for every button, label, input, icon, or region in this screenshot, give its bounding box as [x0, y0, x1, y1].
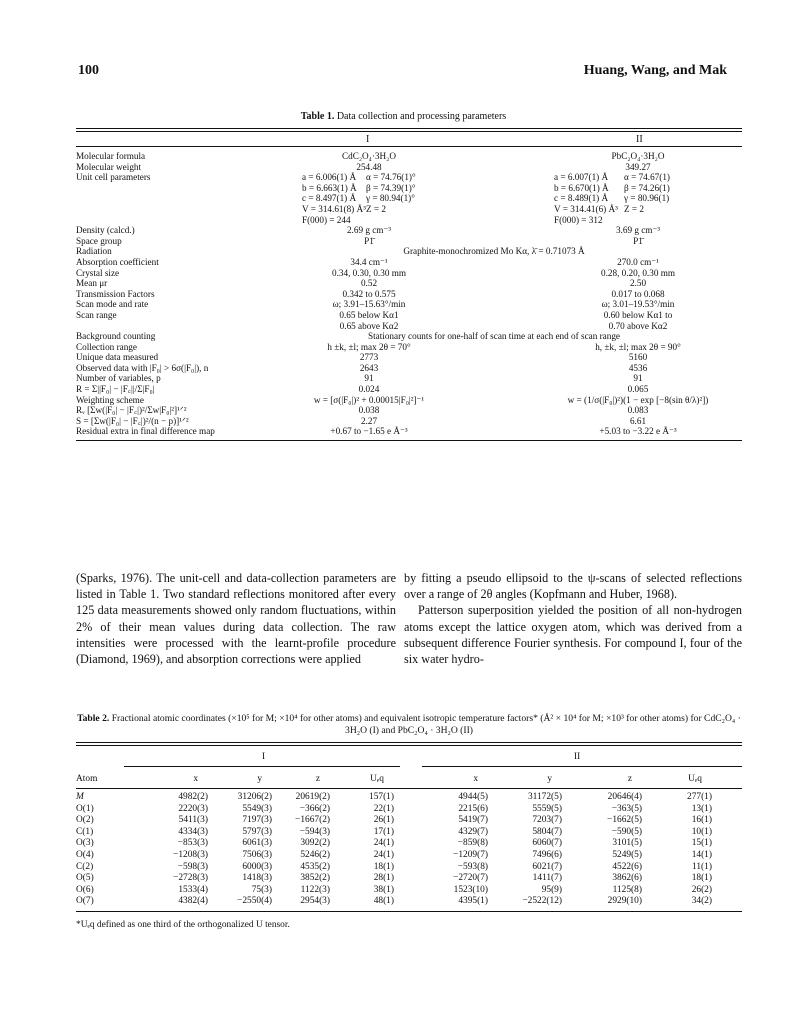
- table1-cell-span: Graphite-monochromized Mo Kα, λ̄ = 0.71073 Å: [403, 246, 585, 257]
- table1-cell-I: 91: [364, 373, 374, 384]
- table2-column-header: z: [627, 774, 632, 784]
- table2-cell: 5559(5): [532, 803, 562, 814]
- table1-unit-cell-value: c = 8.497(1) Å: [302, 193, 357, 204]
- table2-cell: −598(3): [177, 861, 208, 872]
- table2-group-header: [76, 746, 742, 770]
- table1-cell-II: 0.065: [627, 384, 649, 395]
- table2-column-header: x: [473, 774, 478, 784]
- table2-body: [76, 792, 742, 908]
- table1-cell-II: 5160: [628, 352, 648, 363]
- table2-row: [76, 804, 742, 816]
- table2-cell: 6061(3): [242, 838, 272, 849]
- table1-row-label: Space group: [76, 235, 122, 246]
- table2-cell: 15(1): [691, 838, 712, 849]
- table2-cell: 48(1): [373, 896, 394, 907]
- table1-col-II-header: II: [636, 134, 643, 145]
- table2-cell: 2954(3): [300, 896, 330, 907]
- table1-cell-I: ω; 3.91–15.63°/min: [332, 299, 406, 310]
- table1-cell-I: 0.65 above Kα2: [339, 320, 399, 331]
- table1-caption-text: Data collection and processing parameters: [336, 111, 507, 122]
- table1-row: [76, 225, 742, 236]
- table1-row-label: Molecular weight: [76, 161, 142, 172]
- table1-unit-cell-value: c = 8.489(1) Å: [554, 193, 609, 204]
- table2-cell: 95(9): [541, 884, 562, 895]
- table2-cell: 5249(5): [612, 849, 642, 860]
- table2-cell: 6000(3): [242, 861, 272, 872]
- table1-cell-II: 0.70 above Kα2: [608, 320, 668, 331]
- table1-row-label: Radiation: [76, 246, 112, 257]
- table1-cell-II: h, ±k, ±l; max 2θ = 90°: [595, 341, 681, 352]
- table1-row: [76, 342, 742, 353]
- table1-row-label: Unit cell parameters: [76, 172, 151, 183]
- table1-row: [76, 289, 742, 300]
- table1-unit-cell-value: γ = 80.94(1)°: [366, 193, 415, 204]
- table1-row-label: Observed data with |F₀| > 6σ(|F₀|), n: [76, 362, 209, 373]
- table2-cell: 277(1): [687, 792, 712, 802]
- table2-cell: −2720(7): [453, 873, 488, 884]
- table2-cell: 157(1): [369, 792, 394, 802]
- table1-caption: [0, 111, 807, 122]
- table2-cell: 14(1): [691, 849, 712, 860]
- page-number: 100: [78, 63, 99, 78]
- table2-cell: 24(1): [373, 849, 394, 860]
- table1-row: [76, 331, 742, 342]
- table1-cell-II: w = (1/σ(|F₀|)²)(1 − exp [−8(sin θ/λ)²]): [567, 394, 709, 405]
- table1-unit-cell-value: a = 6.007(1) Å: [554, 172, 609, 183]
- body-paragraph: Patterson superposition yielded the position of all non-hydrogen atoms except the lattice oxygen atom, which was derived from a subsequent difference Fourier synthesis. For compound I, four of the six water hydro-: [404, 603, 742, 667]
- table2-cell: 6021(7): [532, 861, 562, 872]
- table2-column-header: Atom: [76, 774, 98, 784]
- table1-unit-cell-value: V = 314.61(8) Å³: [302, 203, 366, 214]
- table2-cell: 4329(7): [458, 826, 488, 837]
- table2-cell: 7197(3): [242, 815, 272, 826]
- table1-unit-cell-value: β = 74.26(1): [624, 182, 670, 193]
- table1-row: [76, 310, 742, 321]
- table2-atom-label: O(1): [76, 803, 94, 814]
- table2-group-I: I: [262, 752, 266, 762]
- table1-cell-II: 0.083: [627, 405, 649, 416]
- table1-row-label: Density (calcd.): [76, 225, 135, 236]
- table1-cell-I: h ±k, ±l; max 2θ = 70°: [327, 341, 411, 352]
- table2-atom-label: O(5): [76, 873, 94, 884]
- table1-unit-cell-value: Z = 2: [366, 203, 386, 214]
- table2-cell: 3862(6): [612, 873, 642, 884]
- table2-column-header: y: [257, 774, 262, 784]
- table1-row-label: Rᵥ [Σw(|F₀| − |F꜀|)²/Σw|F₀|²]¹ᐟ²: [76, 405, 187, 416]
- table2-cell: 5797(3): [242, 826, 272, 837]
- table1-cell-I: 0.024: [358, 384, 380, 395]
- table2-cell: −590(5): [611, 826, 642, 837]
- table2-cell: 1533(4): [178, 884, 208, 895]
- table2-cell: 2215(6): [458, 803, 488, 814]
- table2-caption-label: Table 2.: [77, 713, 110, 724]
- table2-cell: 28(1): [373, 873, 394, 884]
- table1-unit-cell-value: α = 74.76(1)°: [366, 172, 416, 183]
- table1-row: [76, 352, 742, 363]
- table2-cell: 4382(4): [178, 896, 208, 907]
- table1-row-label: Molecular formula: [76, 151, 146, 161]
- table2-cell: 34(2): [691, 896, 712, 907]
- table1-row-unit-cell: [76, 172, 742, 183]
- table2-cell: 31172(5): [527, 792, 562, 802]
- table1-cell-I: +0.67 to −1.65 e Å⁻³: [330, 426, 408, 437]
- table2-column-headers: [76, 770, 742, 788]
- table2-cell: 24(1): [373, 838, 394, 849]
- table1-unit-cell-value: β = 74.39(1)°: [366, 182, 416, 193]
- table2-cell: 4522(6): [612, 861, 642, 872]
- table2-cell: −594(3): [299, 826, 330, 837]
- table2-cell: −1667(2): [295, 815, 330, 826]
- table2-cell: 2929(10): [607, 896, 642, 907]
- table1-cell-II: 270.0 cm⁻¹: [617, 256, 659, 267]
- table2: [76, 742, 742, 912]
- table2-cell: −2728(3): [173, 873, 208, 884]
- table2-cell: 38(1): [373, 884, 394, 895]
- table2-cell: 22(1): [373, 803, 394, 814]
- table2-cell: 75(3): [251, 884, 272, 895]
- table1-unit-cell-value: Z = 2: [624, 203, 644, 214]
- table2-column-header: x: [193, 774, 198, 784]
- table2-cell: −2550(4): [237, 896, 272, 907]
- body-paragraph: by fitting a pseudo ellipsoid to the ψ-scans of selected reflections over a range of 2θ angles (Kopfmann and Huber, 1968).: [404, 571, 742, 602]
- table2-row: [76, 896, 742, 908]
- table2-cell: 7496(6): [532, 849, 562, 860]
- table2-cell: 18(1): [691, 873, 712, 884]
- table1-cell-I: CdC₂O₄·3H₂O: [341, 151, 397, 161]
- table1-unit-cell-value: α = 74.67(1): [624, 172, 670, 183]
- table2-cell: 1418(3): [242, 873, 272, 884]
- table1-cell-I: w = [σ(|F₀|)² + 0.00015|F₀|²]⁻¹: [313, 394, 425, 405]
- table1-cell-I: 0.52: [360, 278, 378, 289]
- table1-unit-cell-value: F(000) = 312: [554, 214, 603, 225]
- table1-cell-I: 2.69 g cm⁻³: [346, 225, 392, 236]
- table2-atom-label: C(1): [76, 826, 94, 837]
- table1-row: [76, 384, 742, 395]
- table2-cell: −853(3): [177, 838, 208, 849]
- table2-column-header: y: [547, 774, 552, 784]
- table1-cell-II: 6.61: [629, 415, 647, 426]
- table2-row: [76, 850, 742, 862]
- table1-row: [76, 278, 742, 289]
- table2-cell: 16(1): [691, 815, 712, 826]
- table2-cell: 26(2): [691, 884, 712, 895]
- table1-row: [76, 257, 742, 268]
- table2-cell: −593(8): [457, 861, 488, 872]
- table1-cell-II: 0.28, 0.20, 0.30 mm: [600, 267, 675, 278]
- table2-cell: 4395(1): [458, 896, 488, 907]
- table2-cell: 6060(7): [532, 838, 562, 849]
- table2-cell: 3101(5): [612, 838, 642, 849]
- running-head-authors: Huang, Wang, and Mak: [583, 63, 727, 78]
- table2-row: [76, 862, 742, 874]
- table2-cell: 26(1): [373, 815, 394, 826]
- table1-cell-II: 91: [633, 373, 643, 384]
- table2-cell: 5549(3): [242, 803, 272, 814]
- table1-unit-cell-value: γ = 80.96(1): [624, 193, 670, 204]
- table1-row: [76, 268, 742, 279]
- table2-cell: 5804(7): [532, 826, 562, 837]
- table1-row-label: R = Σ||F₀| − |F꜀||/Σ|F₀|: [76, 384, 155, 395]
- table2-cell: 20646(4): [607, 792, 642, 802]
- table1-unit-cell-value: F(000) = 244: [302, 214, 351, 225]
- table2-atom-label: O(6): [76, 884, 94, 895]
- table1-cell-span: Stationary counts for one-half of scan time at each end of scan range: [367, 331, 621, 342]
- table1-cell-II: P1̄: [633, 235, 643, 246]
- table2-cell: 5419(7): [458, 815, 488, 826]
- table2-atom-label: O(4): [76, 849, 94, 860]
- table2-cell: 5411(3): [178, 815, 208, 826]
- table2-cell: 17(1): [373, 826, 394, 837]
- table2-cell: −1209(7): [453, 849, 488, 860]
- table2-atom-label: M: [76, 792, 84, 802]
- table2-atom-label: O(7): [76, 896, 94, 907]
- table1-row: [76, 426, 742, 437]
- table1-unit-cell-value: a = 6.006(1) Å: [302, 172, 357, 183]
- table1-cell-I: P1̄: [364, 235, 374, 246]
- table1-unit-cell-value: b = 6.670(1) Å: [554, 182, 609, 193]
- table2-cell: 2220(3): [178, 803, 208, 814]
- table2-cell: 1523(10): [453, 884, 488, 895]
- table1-row: [76, 299, 742, 310]
- table2-cell: 1122(3): [300, 884, 330, 895]
- table1-unit-cell-value: b = 6.663(1) Å: [302, 182, 357, 193]
- table1-cell-I: 2643: [359, 362, 379, 373]
- table1-row-label: Background counting: [76, 331, 156, 342]
- body-column-right: [404, 570, 742, 667]
- table1-row-unit-cell: [76, 193, 742, 204]
- table1: [76, 128, 742, 441]
- table2-cell: 5246(2): [300, 849, 330, 860]
- body-paragraph: (Sparks, 1976). The unit-cell and data-collection parameters are listed in Table 1. Two standard reflections monitored after every 125 data measurements showed only random fluctuations, within 2% of their mean values during data collection. The raw intensities were processed with the learnt-profile procedure (Diamond, 1969), and absorption corrections were applied: [76, 571, 396, 667]
- table2-atom-label: O(3): [76, 838, 94, 849]
- table2-cell: 31206(2): [237, 792, 272, 802]
- table2-cell: −366(2): [299, 803, 330, 814]
- table2-atom-label: O(2): [76, 815, 94, 826]
- table2-cell: 10(1): [691, 826, 712, 837]
- table2-cell: 13(1): [691, 803, 712, 814]
- table1-row-label: Mean μr: [76, 278, 108, 289]
- table1-row-label: Transmission Factors: [76, 288, 155, 299]
- table1-cell-I: 0.342 to 0.575: [342, 288, 396, 299]
- table1-row-label: Unique data measured: [76, 352, 159, 363]
- table2-column-header: Uₑq: [688, 774, 702, 784]
- table2-row: [76, 792, 742, 804]
- table1-row-unit-cell: [76, 204, 742, 215]
- table1-row: [76, 416, 742, 427]
- table1-row: [76, 246, 742, 257]
- table1-cell-II: 4536: [628, 362, 648, 373]
- table2-cell: 1411(7): [532, 873, 562, 884]
- table1-cell-II: 349.27: [625, 161, 651, 172]
- table2-cell: 4982(2): [178, 792, 208, 802]
- table1-cell-I: 2773: [359, 352, 379, 363]
- table1-cell-I: 2.27: [360, 415, 378, 426]
- table1-col-I-header: I: [366, 134, 370, 145]
- table1-cell-II: 0.60 below Kα1 to: [603, 309, 673, 320]
- table2-cell: 4334(3): [178, 826, 208, 837]
- table2-cell: −2522(12): [522, 896, 562, 907]
- table2-cell: 7506(3): [242, 849, 272, 860]
- table1-row-label: S = [Σw(|F₀| − |F꜀|)²/(n − p)]¹ᐟ²: [76, 415, 189, 426]
- table1-unit-cell-value: V = 314.41(6) Å³: [554, 203, 618, 214]
- table2-row: [76, 827, 742, 839]
- table2-cell: 20619(2): [295, 792, 330, 802]
- table2-group-II: II: [574, 752, 581, 762]
- table2-cell: 3852(2): [300, 873, 330, 884]
- table1-header-row: [76, 132, 742, 146]
- table2-row: [76, 873, 742, 885]
- table1-cell-I: 0.65 below Kα1: [339, 309, 399, 320]
- table2-cell: −859(8): [457, 838, 488, 849]
- table1-cell-II: 3.69 g cm⁻³: [615, 225, 661, 236]
- table2-cell: 4535(2): [300, 861, 330, 872]
- body-column-left: [76, 570, 396, 667]
- table2-cell: 4944(5): [458, 792, 488, 802]
- table1-row-label: Number of variables, p: [76, 373, 161, 384]
- table2-cell: −363(5): [611, 803, 642, 814]
- table1-body: [76, 151, 742, 437]
- table2-cell: 11(1): [692, 861, 712, 872]
- table2-row: [76, 815, 742, 827]
- table1-cell-II: +5.03 to −3.22 e Å⁻³: [599, 426, 677, 437]
- table1-row: [76, 405, 742, 416]
- table1-row-label: Weighting scheme: [76, 394, 144, 405]
- table1-cell-I: 0.34, 0.30, 0.30 mm: [331, 267, 406, 278]
- table1-row-label: Scan mode and rate: [76, 299, 149, 310]
- table1-cell-I: 254.48: [356, 161, 382, 172]
- table2-cell: −1208(3): [173, 849, 208, 860]
- table1-cell-II: PbC₂O₄·3H₂O: [611, 151, 665, 161]
- table1-row: [76, 373, 742, 384]
- table1-row: [76, 395, 742, 406]
- table2-footnote: *Uₑq defined as one third of the orthogonalized U tensor.: [76, 920, 290, 930]
- table1-cell-II: ω; 3.01–19.53°/min: [601, 299, 675, 310]
- table1-caption-label: Table 1.: [300, 111, 335, 122]
- table1-row-label: Residual extra in final difference map: [76, 426, 215, 437]
- table2-caption: [76, 713, 742, 737]
- table2-column-header: Uₑq: [370, 774, 384, 784]
- table1-row: [76, 151, 742, 162]
- table2-cell: 1125(8): [612, 884, 642, 895]
- table1-cell-II: 2.50: [629, 278, 647, 289]
- table2-caption-text: Fractional atomic coordinates (×10⁵ for M; ×10⁴ for other atoms) and equivalent isotropic temperature factors* (Å² × 10⁴ for M; ×10³ for other atoms) for CdC₂O₄ · 3H₂O (I) and PbC₂O₄ · 3H₂O (II): [111, 713, 741, 736]
- table1-row: [76, 236, 742, 247]
- table1-row-label: Scan range: [76, 309, 117, 320]
- table2-cell: −1662(5): [607, 815, 642, 826]
- table2-cell: 3092(2): [300, 838, 330, 849]
- table1-cell-I: 0.038: [358, 405, 380, 416]
- table2-row: [76, 885, 742, 897]
- table1-row-label: Collection range: [76, 341, 137, 352]
- table1-row-label: Crystal size: [76, 267, 120, 278]
- table2-cell: 7203(7): [532, 815, 562, 826]
- table2-atom-label: C(2): [76, 861, 94, 872]
- table1-row: [76, 321, 742, 332]
- table1-row: [76, 162, 742, 173]
- table1-row-unit-cell: [76, 215, 742, 226]
- table1-row-unit-cell: [76, 183, 742, 194]
- table1-cell-I: 34.4 cm⁻¹: [350, 256, 388, 267]
- table1-row-label: Absorption coefficient: [76, 256, 159, 267]
- table1-row: [76, 363, 742, 374]
- table1-cell-II: 0.017 to 0.068: [611, 288, 665, 299]
- table2-cell: 18(1): [373, 861, 394, 872]
- table2-column-header: z: [315, 774, 320, 784]
- table2-row: [76, 838, 742, 850]
